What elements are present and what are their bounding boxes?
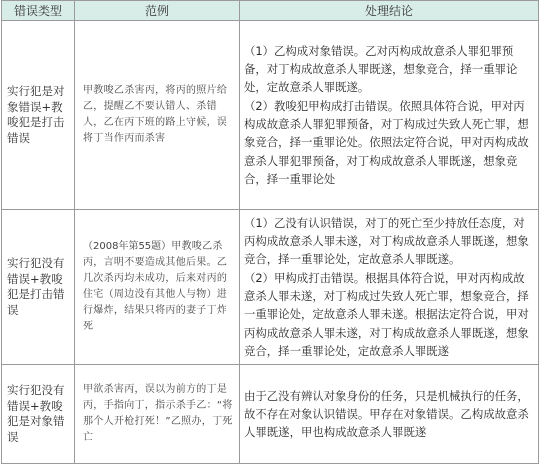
conclusion-cell xyxy=(240,210,539,365)
conclusion-paragraph: （2）甲构成打击错误。根据具体符合说，甲对丙构成故意杀人罪未遂，对丁构成过失致人死亡罪，想象竞合，择一重罪论处，定故意杀人罪未遂。根据法定符合说，甲对丙构成故意杀人罪未遂，对丁构成故意杀人罪既遂，想象竞合，择一重罪论处，定故意杀人罪既遂 xyxy=(244,270,529,358)
table-header-row xyxy=(2,1,539,21)
table-row xyxy=(2,21,539,210)
example-text: 甲教唆乙杀丙，言明不要造成其他后果。乙几次杀丙均未成功，后来对丙的住宅（周边没有其他人与物）进行爆炸，结果只将丙的妻子丁炸死 xyxy=(83,241,228,332)
conclusion-paragraph: （2）教唆犯甲构成打击错误。依照具体符合说，甲对丙构成故意杀人罪犯罪预备，对丁构成过失致人死亡罪，想象竞合，择一重罪论处。依照法定符合说，甲对丙构成故意杀人罪犯罪预备，对丁构成故意杀人罪既遂，想象竞合，择一重罪论处 xyxy=(244,98,529,186)
header-error-type: 错误类型 xyxy=(2,1,75,21)
example-cell: 甲教唆乙杀害丙，将丙的照片给乙，提醒乙不要认错人、杀错人，乙在丙下班的路上守候，误将丁当作丙而杀害 xyxy=(75,21,240,210)
error-type-cell: 实行犯没有错误+教唆犯是打击错误 xyxy=(2,210,75,365)
example-cell: 甲欲杀害丙，误以为前方的丁是丙，手指向丁，指示杀手乙：“将那个人开枪打死！”乙照办，丁死亡 xyxy=(75,365,240,464)
error-type-cell: 实行犯没有错误+教唆犯是对象错误 xyxy=(2,365,75,464)
criminal-error-table xyxy=(1,0,539,464)
conclusion-cell xyxy=(240,365,539,464)
error-type-cell: 实行犯是对象错误+教唆犯是打击错误 xyxy=(2,21,75,210)
conclusion-paragraph: （1）乙没有认识错误，对丁的死亡至少持放任态度，对丙构成故意杀人罪未遂，对丁构成故意杀人罪既遂，想象竞合，择一重罪论处，定故意杀人罪既遂。 xyxy=(244,215,529,267)
header-example: 范例 xyxy=(75,1,240,21)
example-exam-year: （2008年第55题） xyxy=(83,241,172,252)
conclusion-paragraph: （1）乙构成对象错误。乙对丙构成故意杀人罪犯罪预备，对丁构成故意杀人罪既遂，想象竞合，择一重罪论处，定故意杀人罪既遂。 xyxy=(244,43,518,95)
header-conclusion: 处理结论 xyxy=(240,1,539,21)
conclusion-paragraph: 由于乙没有辨认对象身份的任务，只是机械执行的任务，故不存在对象认识错误。甲存在对象错误。乙构成故意杀人罪既遂，甲也构成故意杀人罪既遂 xyxy=(244,388,529,440)
conclusion-cell xyxy=(240,21,539,210)
table-row xyxy=(2,210,539,365)
example-cell xyxy=(75,210,240,365)
table-row xyxy=(2,365,539,464)
